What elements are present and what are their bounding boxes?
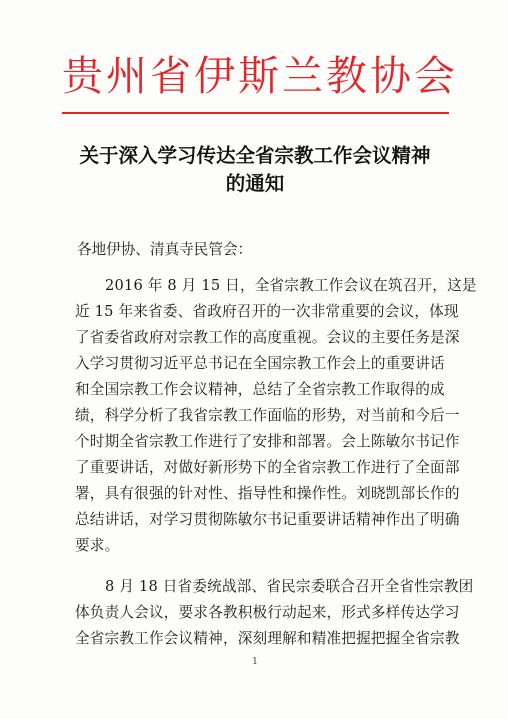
paragraph-line: 署，具有很强的针对性、指导性和操作性。刘晓凯部长作的 [75,485,460,502]
paragraph-line: 个时期全省宗教工作进行了安排和部署。会上陈敏尔书记作 [75,433,460,450]
paragraph-line: 2016 年 8 月 15 日，全省宗教工作会议在筑召开，这是 [105,277,477,294]
paragraph-line: 全省宗教工作会议精神，深刻理解和精准把握把握全省宗教 [75,630,460,647]
salutation: 各地伊协、清真寺民管会： [77,241,253,258]
letterhead-title: 贵州省伊斯兰教协会 [62,52,458,100]
paragraph-line: 体负责人会议，要求各教积极行动起来，形式多样传达学习 [75,604,460,621]
paragraph-line: 了省委省政府对宗教工作的高度重视。会议的主要任务是深 [75,329,460,346]
page-number: 1 [252,657,258,667]
paragraph-line: 要求。 [75,537,120,554]
paragraph-line: 总结讲话，对学习贯彻陈敏尔书记重要讲话精神作出了明确 [75,511,460,528]
paragraph-line: 了重要讲话，对做好新形势下的全省宗教工作进行了全面部 [75,459,460,476]
notice-title-line-2: 的通知 [225,172,285,195]
notice-title-line-1: 关于深入学习传达全省宗教工作会议精神 [79,144,431,167]
paragraph-line: 近 15 年来省委、省政府召开的一次非常重要的会议，体现 [75,303,459,320]
paragraph-line: 8 月 18 日省委统战部、省民宗委联合召开全省性宗教团 [105,578,474,595]
paragraph-line: 入学习贯彻习近平总书记在全国宗教工作会上的重要讲话 [75,355,445,372]
paragraph-line: 和全国宗教工作会议精神，总结了全省宗教工作取得的成 [75,381,445,398]
paragraph-line: 绩，科学分析了我省宗教工作面临的形势，对当前和今后一 [75,407,460,424]
letterhead-red-rule [62,112,449,114]
notice-title [60,142,450,198]
